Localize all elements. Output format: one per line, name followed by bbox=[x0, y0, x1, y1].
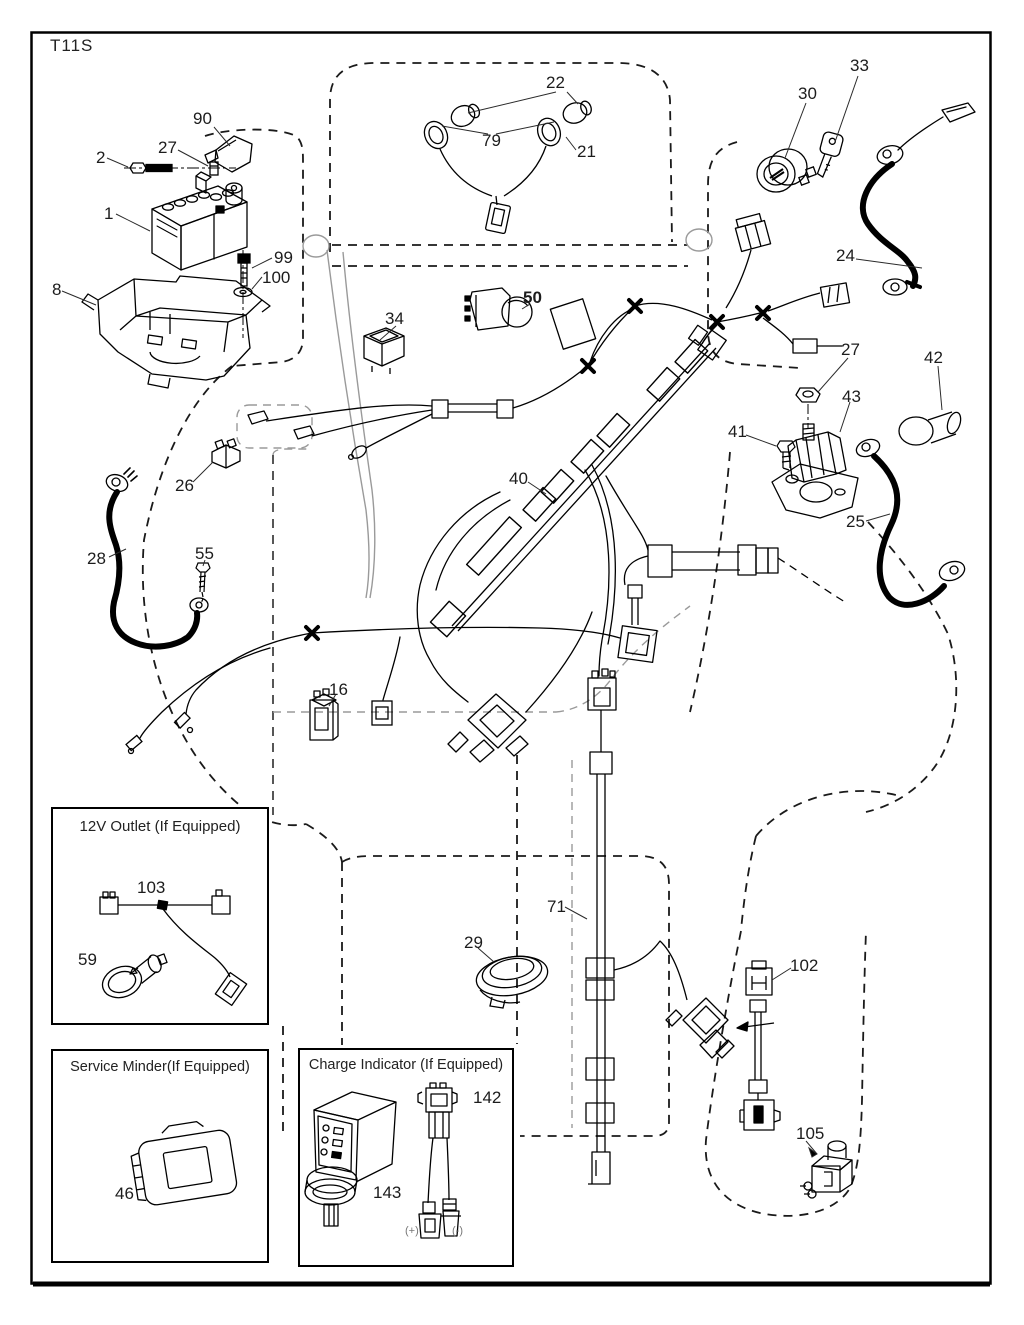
callout-142: 142 bbox=[473, 1088, 502, 1107]
callout-41: 41 bbox=[728, 422, 747, 441]
diagram-code: T11S bbox=[50, 36, 94, 55]
inset-service-minder-title: Service Minder(If Equipped) bbox=[70, 1059, 250, 1075]
solenoid-43 bbox=[772, 388, 858, 518]
upper-harness-wires bbox=[588, 213, 850, 366]
inline-connector-wires bbox=[248, 366, 588, 461]
callout-22: 22 bbox=[546, 73, 565, 92]
callout-34: 34 bbox=[385, 309, 404, 328]
inset-12v-outlet-title: 12V Outlet (If Equipped) bbox=[79, 818, 241, 835]
soft-gray-outlines bbox=[237, 229, 712, 1128]
ignition-key bbox=[813, 131, 844, 180]
callout-100: 100 bbox=[262, 268, 291, 287]
headlight-harness bbox=[420, 99, 593, 233]
ignition-switch bbox=[757, 149, 816, 192]
battery-cable-24 bbox=[863, 103, 975, 295]
callout-27: 27 bbox=[158, 138, 177, 157]
callout-28: 28 bbox=[87, 549, 106, 568]
callout-21: 21 bbox=[577, 142, 596, 161]
callout-143: 143 bbox=[373, 1183, 402, 1202]
callout-90: 90 bbox=[193, 109, 212, 128]
polarity-negative-label: (-) bbox=[452, 1225, 463, 1237]
fuse-26 bbox=[212, 439, 240, 468]
callout-40: 40 bbox=[509, 469, 528, 488]
callout-59: 59 bbox=[78, 950, 97, 969]
callout-27: 27 bbox=[841, 340, 860, 359]
horn-29 bbox=[473, 951, 551, 1008]
bolt-41 bbox=[777, 441, 795, 470]
callout-24: 24 bbox=[836, 246, 855, 265]
callout-71: 71 bbox=[547, 897, 566, 916]
callout-55: 55 bbox=[195, 544, 214, 563]
battery-cable-25 bbox=[854, 436, 967, 604]
wire-assembly-102 bbox=[737, 961, 780, 1130]
battery bbox=[152, 172, 247, 270]
callout-30: 30 bbox=[798, 84, 817, 103]
callout-102: 102 bbox=[790, 956, 819, 975]
callout-99: 99 bbox=[274, 248, 293, 267]
plug-assembly-center bbox=[448, 694, 528, 762]
relay-105 bbox=[800, 1141, 852, 1198]
main-harness-40 bbox=[430, 322, 726, 637]
callout-50: 50 bbox=[523, 288, 542, 307]
callout-1: 1 bbox=[104, 204, 114, 223]
callout-33: 33 bbox=[850, 56, 869, 75]
harness-branches bbox=[417, 465, 648, 712]
callout-26: 26 bbox=[175, 476, 194, 495]
callout-42: 42 bbox=[924, 348, 943, 367]
battery-tray bbox=[82, 276, 270, 388]
callout-8: 8 bbox=[52, 280, 62, 299]
callout-103: 103 bbox=[137, 878, 166, 897]
tray-bolt-99-washer-100 bbox=[234, 250, 252, 338]
callout-25: 25 bbox=[846, 512, 865, 531]
screw-55 bbox=[196, 563, 210, 603]
inline-fuse-right bbox=[618, 545, 845, 662]
callout-79: 79 bbox=[482, 131, 501, 150]
switch-34 bbox=[364, 328, 404, 374]
callout-29: 29 bbox=[464, 933, 483, 952]
callout-43: 43 bbox=[842, 387, 861, 406]
harness-71 bbox=[586, 669, 687, 1184]
callout-105: 105 bbox=[796, 1124, 825, 1143]
callout-16: 16 bbox=[329, 680, 348, 699]
callout-46: 46 bbox=[115, 1184, 134, 1203]
tractor-outlines bbox=[143, 63, 956, 1216]
inset-charge-indicator-title: Charge Indicator (If Equipped) bbox=[308, 1057, 504, 1073]
terminal-boot-42 bbox=[899, 411, 963, 445]
lower-left-wires bbox=[126, 627, 620, 753]
polarity-positive-label: (+) bbox=[405, 1225, 419, 1237]
callout-2: 2 bbox=[96, 148, 106, 167]
